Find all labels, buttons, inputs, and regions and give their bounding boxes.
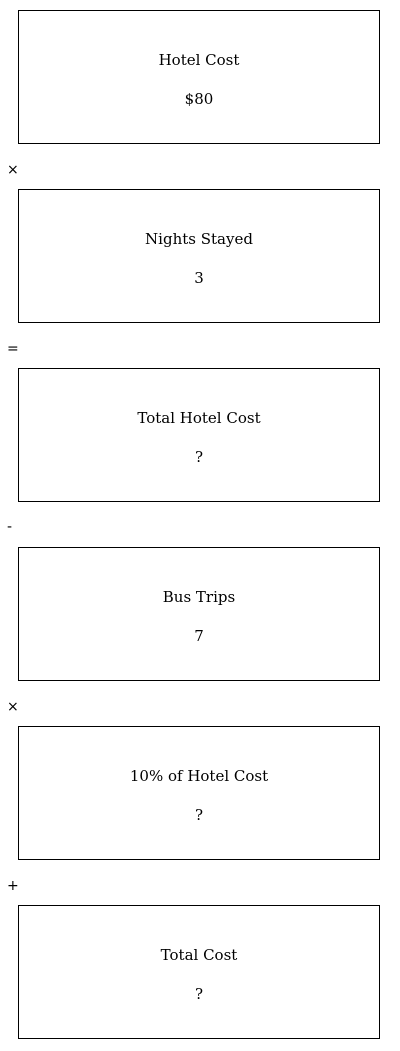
total-hotel-cost-label: Total Hotel Cost <box>137 409 261 427</box>
nights-stayed-label: Nights Stayed <box>145 230 253 248</box>
multiply-operator-2: × <box>7 699 19 715</box>
hotel-cost-value: $80 <box>184 90 214 108</box>
nights-stayed-box <box>18 189 380 323</box>
bus-trips-label: Bus Trips <box>162 588 236 606</box>
bus-trips-box <box>18 547 380 681</box>
equals-operator: = <box>7 341 19 357</box>
ten-percent-hotel-cost-label: 10% of Hotel Cost <box>129 767 269 785</box>
hotel-cost-box <box>18 10 380 144</box>
bus-trips-value: 7 <box>194 627 204 645</box>
total-cost-label: Total Cost <box>160 946 238 964</box>
minus-operator: - <box>7 519 13 535</box>
total-hotel-cost-box <box>18 368 380 502</box>
total-cost-box <box>18 905 380 1039</box>
nights-stayed-value: 3 <box>194 269 204 287</box>
total-cost-value: ? <box>194 985 204 1003</box>
hotel-cost-label: Hotel Cost <box>158 51 240 69</box>
multiply-operator: × <box>7 162 19 178</box>
plus-operator: + <box>7 878 19 894</box>
ten-percent-hotel-cost-box <box>18 726 380 860</box>
total-hotel-cost-value: ? <box>194 448 204 466</box>
ten-percent-hotel-cost-value: ? <box>194 806 204 824</box>
